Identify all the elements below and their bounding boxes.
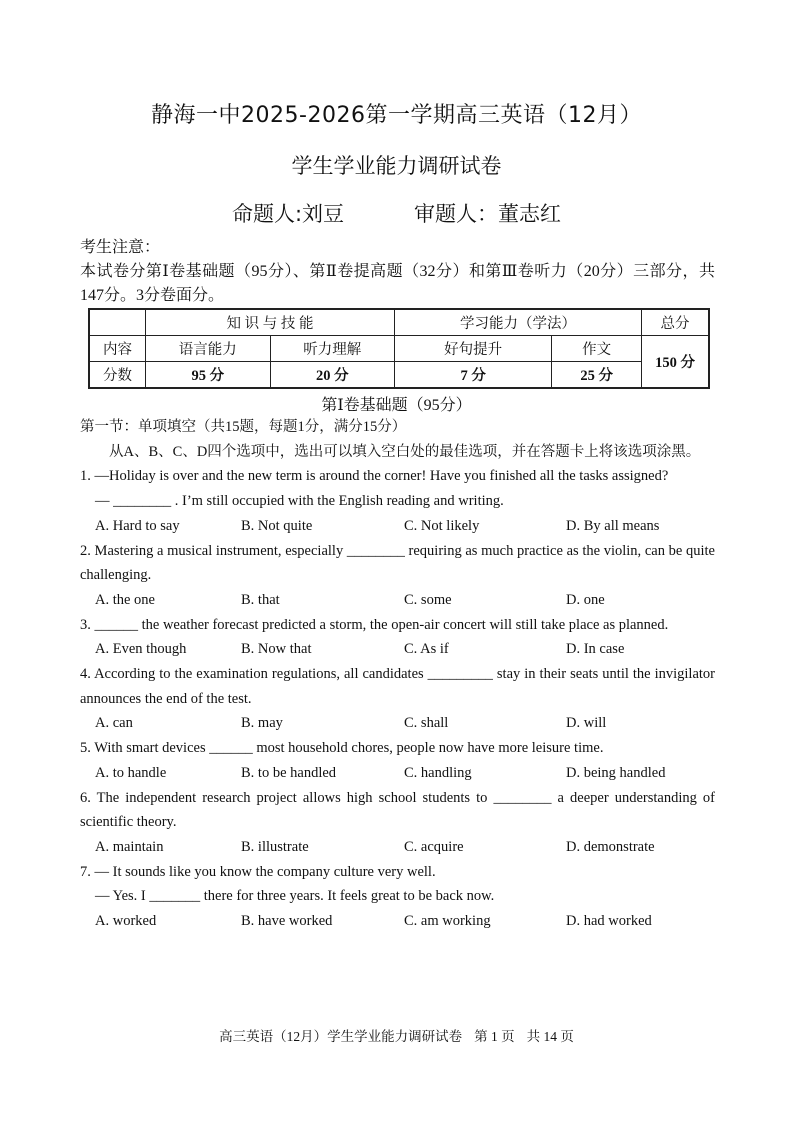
question-stem: 7. — It sounds like you know the company culture very well. <box>80 863 436 880</box>
question-options <box>80 835 715 860</box>
exam-title: 静海一中2025-2026第一学期高三英语（12月） <box>151 103 642 128</box>
option-c: C. am working <box>404 913 491 930</box>
question-item <box>80 613 715 662</box>
question-options <box>80 637 715 662</box>
instruction: 从A、B、C、D四个选项中，选出可以填入空白处的最佳选项，并在答题卡上将该选项涂黑。 <box>109 443 701 460</box>
option-a: A. worked <box>95 913 157 930</box>
question-stem: 2. Mastering a musical instrument, especially ________ requiring as much practice as the violin, can be quite challenging. <box>80 542 715 584</box>
authors <box>0 198 793 228</box>
row-label-content: 内容 <box>89 336 146 362</box>
question-item <box>80 662 715 736</box>
question-setter: 命题人:刘豆 <box>231 202 345 226</box>
question-stem: 4. According to the examination regulations, all candidates _________ stay in their seats until the invigilator announces the end of the test. <box>80 666 715 707</box>
item-sentence: 好句提升 <box>395 336 552 362</box>
question-options <box>80 909 715 934</box>
footer-page: 第 1 页 <box>474 1029 515 1044</box>
option-b: B. have worked <box>241 913 333 930</box>
footer-total: 共 14 页 <box>526 1029 574 1044</box>
score-writing: 25 分 <box>552 362 642 389</box>
question-item <box>80 860 715 934</box>
question-stem: 5. With smart devices ______ most household chores, people now have more leisure time. <box>80 740 604 757</box>
option-b: B. Now that <box>241 641 312 658</box>
questions-body <box>80 415 715 934</box>
option-c: C. As if <box>404 641 449 658</box>
question-stem: 3. ______ the weather forecast predicted a storm, the open-air concert will still take place as planned. <box>80 616 669 633</box>
option-d: D. one <box>566 591 605 608</box>
option-a: A. maintain <box>95 838 164 855</box>
option-b: B. Not quite <box>241 517 313 534</box>
item-listening: 听力理解 <box>270 336 395 362</box>
option-c: C. Not likely <box>404 517 480 534</box>
footer-doc: 高三英语（12月）学生学业能力调研试卷 <box>219 1029 463 1044</box>
item-writing: 作文 <box>552 336 642 362</box>
option-b: B. illustrate <box>241 838 309 855</box>
option-d: D. had worked <box>566 913 652 930</box>
question-dialogue: — ________ . I’m still occupied with the English reading and writing. <box>95 493 504 510</box>
question-item <box>80 736 715 785</box>
option-d: D. being handled <box>566 764 666 781</box>
option-c: C. shall <box>404 715 449 732</box>
question-list <box>80 464 715 933</box>
header-learning-ability: 学习能力（学法） <box>395 309 642 336</box>
question-options <box>80 711 715 736</box>
page-footer <box>0 1025 793 1045</box>
question-options <box>80 588 715 613</box>
option-d: D. will <box>566 715 607 732</box>
question-stem: 1. —Holiday is over and the new term is around the corner! Have you finished all the tasks assigned? <box>80 468 669 485</box>
question-options <box>80 514 715 539</box>
score-sentence: 7 分 <box>395 362 552 389</box>
header-total: 总分 <box>642 309 710 336</box>
option-a: A. the one <box>95 591 155 608</box>
option-a: A. can <box>95 715 133 732</box>
exam-subtitle: 学生学业能力调研试卷 <box>291 154 502 178</box>
option-a: A. Hard to say <box>95 517 180 534</box>
option-d: D. By all means <box>566 517 660 534</box>
option-b: B. that <box>241 591 280 608</box>
total-score: 150 分 <box>642 336 710 389</box>
question-dialogue: — Yes. I _______ there for three years. It feels great to be back now. <box>95 888 495 905</box>
item-language: 语言能力 <box>146 336 271 362</box>
question-stem: 6. The independent research project allows high school students to ________ a deeper understanding of scientific theory. <box>80 789 715 831</box>
option-c: C. acquire <box>404 838 464 855</box>
part-heading: 第一节：单项填空（共15题，每题1分，满分15分） <box>80 419 407 435</box>
option-a: A. to handle <box>95 764 167 781</box>
section-title: 第Ⅰ卷基础题（95分） <box>321 397 472 414</box>
option-d: D. In case <box>566 641 625 658</box>
option-b: B. may <box>241 715 283 732</box>
reviewer: 审题人：董志红 <box>414 202 562 226</box>
option-c: C. some <box>404 591 452 608</box>
score-table <box>88 308 710 389</box>
row-label-score: 分数 <box>89 362 146 389</box>
option-d: D. demonstrate <box>566 838 655 855</box>
notice-heading: 考生注意： <box>80 239 161 256</box>
score-language: 95 分 <box>146 362 271 389</box>
option-b: B. to be handled <box>241 764 337 781</box>
score-listening: 20 分 <box>270 362 395 389</box>
question-item <box>80 539 715 613</box>
question-item <box>80 464 715 538</box>
option-c: C. handling <box>404 764 472 781</box>
question-item <box>80 786 715 860</box>
question-options <box>80 761 715 786</box>
header-knowledge-skills: 知 识 与 技 能 <box>146 309 395 336</box>
option-a: A. Even though <box>95 641 187 658</box>
notice-text: 本试卷分第Ⅰ卷基础题（95分）、第Ⅱ卷提高题（32分）和第Ⅲ卷听力（20分）三部分，共147分。3分卷面分。 <box>80 263 715 304</box>
